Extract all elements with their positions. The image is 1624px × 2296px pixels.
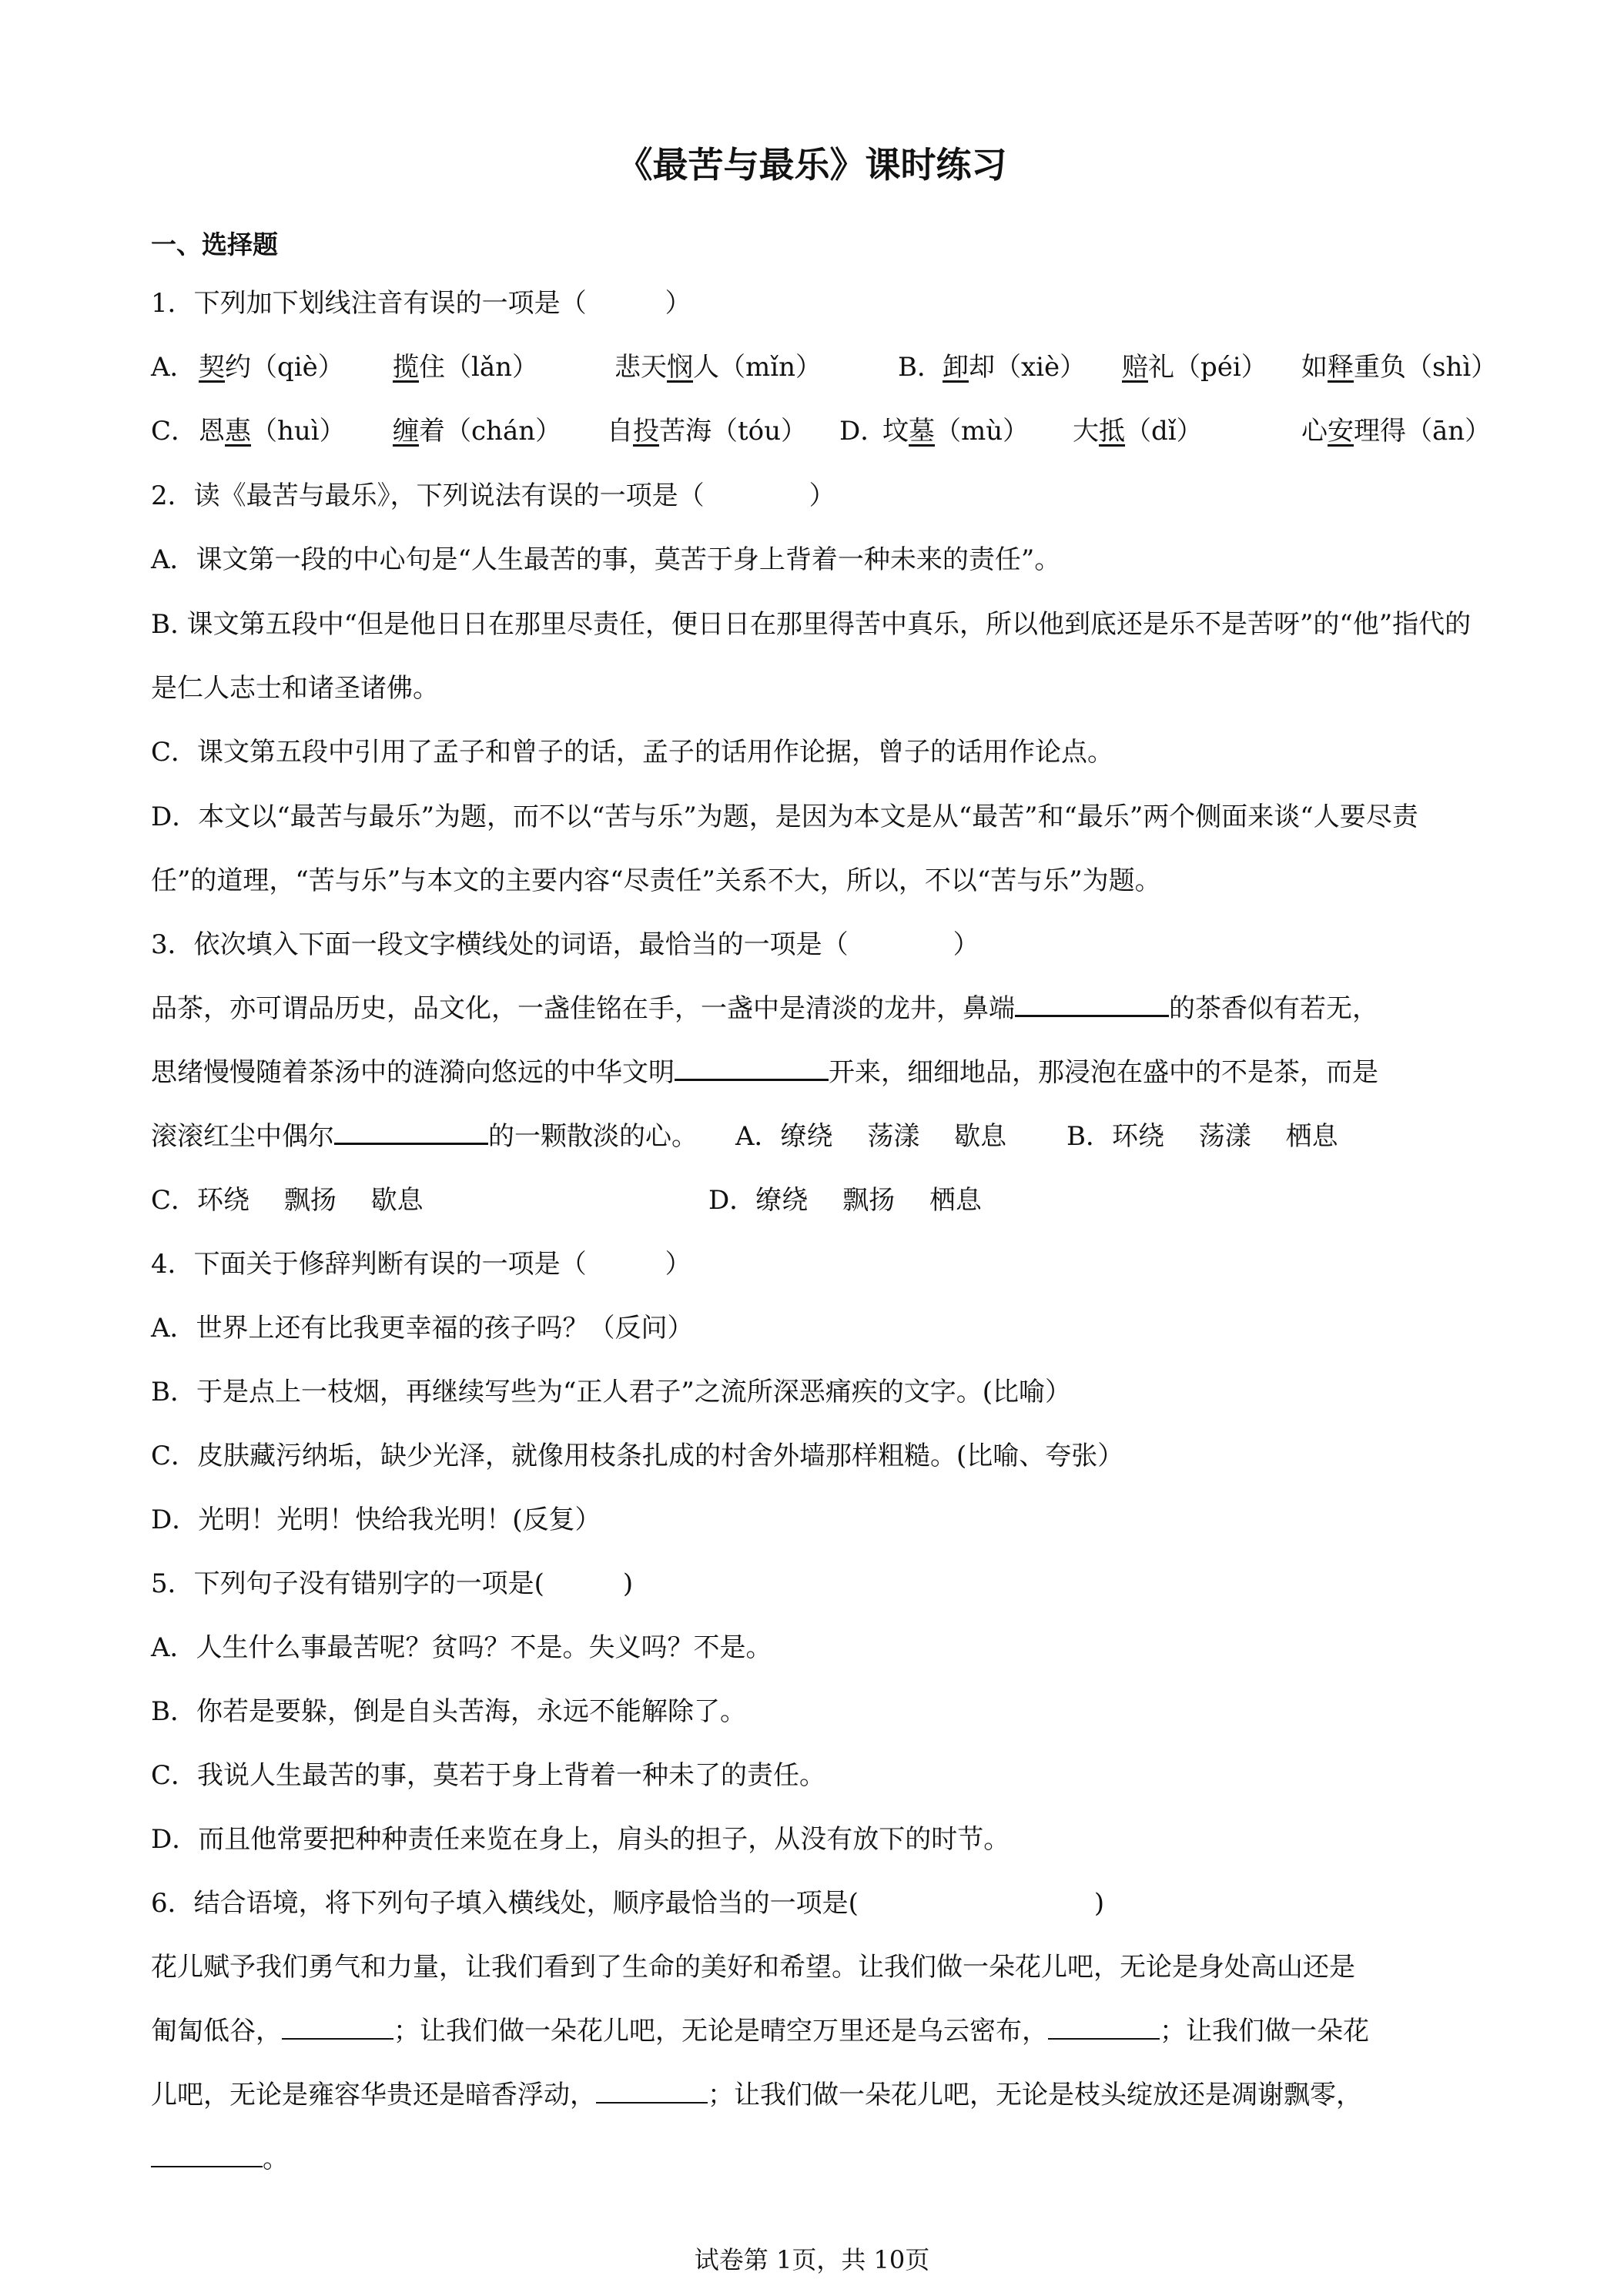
section-heading: 一、选择题: [151, 229, 278, 259]
page-footer: 试卷第 1页，共 10页: [694, 2245, 930, 2274]
q4-option-b: B．于是点上一枝烟，再继续写些为“正人君子”之流所深恶痛疾的文字。(比喻）: [151, 1377, 1072, 1407]
q1-b-item-3: 如释重负（shì）: [1301, 352, 1498, 383]
q2-option-d: D．本文以“最苦与最乐”为题，而不以“苦与乐”为题，是因为本文是从“最苦”和“最乐”两个侧面来谈“人要尽责任”的道理，“苦与乐”与本文的主要内容“尽责任”关系不大，所以，不以“苦与乐”为题。: [151, 802, 1418, 896]
q1-option-c-label: C．: [151, 416, 198, 447]
q1-d-item-1: 坟墓（mù）: [882, 416, 1030, 447]
q1-c-item-3: 自投苦海（tóu）: [607, 416, 808, 447]
q1-a-item-3: 悲天悯人（mǐn）: [614, 352, 822, 383]
q1-c-item-2: 缠着（chán）: [393, 416, 562, 447]
q6-passage-line-4: 。: [151, 2142, 289, 2176]
q3-stem: 3．依次填入下面一段文字横线处的词语，最恰当的一项是（ ）: [151, 929, 979, 960]
q5-option-a: A．人生什么事最苦呢？贫吗？不是。失义吗？不是。: [151, 1632, 772, 1663]
q3-option-b: B．环绕 荡漾 栖息: [1066, 1121, 1338, 1152]
q3-option-d: D．缭绕 飘扬 栖息: [708, 1185, 982, 1216]
q2-option-b: B. 课文第五段中“但是他日日在那里尽责任，便日日在那里得苦中真乐，所以他到底还是乐不是苦呀”的“他”指代的是仁人志士和诸圣诸佛。: [151, 609, 1472, 704]
q3-passage-line-2: 思绪慢慢随着茶汤中的涟漪向悠远的中华文明 开来，细细地品，那浸泡在盛中的不是茶，而是: [151, 1057, 1378, 1088]
q6-stem: 6．结合语境，将下列句子填入横线处，顺序最恰当的一项是( ): [151, 1888, 1105, 1919]
q6-passage-line-2: 匍匐低谷， ；让我们做一朵花儿吧，无论是晴空万里还是乌云密布， ；让我们做一朵花: [151, 2016, 1369, 2047]
q1-b-item-1: 卸却（xiè）: [943, 352, 1087, 383]
q1-option-a-label: A．: [151, 352, 196, 383]
q1-stem: 1．下列加下划线注音有误的一项是（ ）: [151, 288, 691, 319]
q3-passage-line-3: 滚滚红尘中偶尔 的一颗散淡的心。: [151, 1121, 698, 1152]
q1-d-item-3: 心安理得（ān）: [1301, 416, 1492, 447]
q6-blank-1[interactable]: [282, 2015, 393, 2040]
q6-blank-4[interactable]: [151, 2143, 263, 2167]
q1-a-item-1: 契约（qiè）: [199, 352, 344, 383]
q4-option-a: A．世界上还有比我更幸福的孩子吗？（反问）: [151, 1313, 694, 1344]
q5-option-c: C．我说人生最苦的事，莫若于身上背着一种未了的责任。: [151, 1760, 826, 1791]
q1-option-d-label: D．: [839, 416, 887, 447]
q3-passage-line-1: 品茶，亦可谓品历史，品文化，一盏佳铭在手，一盏中是清淡的龙井，鼻端 的茶香似有若无，: [151, 993, 1378, 1024]
q6-passage-line-3: 儿吧，无论是雍容华贵还是暗香浮动， ；让我们做一朵花儿吧，无论是枝头绽放还是凋谢飘零，: [151, 2080, 1362, 2110]
q1-option-b-label: B．: [898, 352, 943, 383]
q3-blank-3[interactable]: [334, 1120, 488, 1145]
q6-blank-3[interactable]: [596, 2079, 708, 2104]
q1-c-item-1: 恩惠（huì）: [199, 416, 346, 447]
q1-a-item-2: 揽住（lǎn）: [393, 352, 539, 383]
q4-option-c: C．皮肤藏污纳垢，缺少光泽，就像用枝条扎成的村舍外墙那样粗糙。(比喻、夸张）: [151, 1441, 1124, 1471]
q1-b-item-2: 赔礼（péi）: [1122, 352, 1267, 383]
q3-blank-2[interactable]: [675, 1056, 829, 1081]
q5-option-b: B．你若是要躲，倒是自头苦海，永远不能解除了。: [151, 1696, 746, 1727]
q4-stem: 4．下面关于修辞判断有误的一项是（ ）: [151, 1249, 691, 1280]
q2-stem: 2．读《最苦与最乐》，下列说法有误的一项是（ ）: [151, 480, 835, 511]
q3-option-a: A．缭绕 荡漾 歇息: [735, 1121, 1007, 1152]
q5-stem: 5．下列句子没有错别字的一项是( ): [151, 1568, 634, 1599]
q1-d-item-2: 大抵（dǐ）: [1073, 416, 1203, 447]
q6-passage-line-1: 花儿赋予我们勇气和力量，让我们看到了生命的美好和希望。让我们做一朵花儿吧，无论是身处高山还是: [151, 1952, 1355, 1983]
q2-option-c: C．课文第五段中引用了孟子和曾子的话，孟子的话用作论据，曾子的话用作论点。: [151, 737, 1114, 768]
q2-option-a: A．课文第一段的中心句是“人生最苦的事，莫苦于身上背着一种未来的责任”。: [151, 544, 1061, 575]
q3-blank-1[interactable]: [1015, 992, 1169, 1017]
page-title: 《最苦与最乐》课时练习: [617, 144, 1007, 186]
q3-option-c: C．环绕 飘扬 歇息: [151, 1185, 424, 1216]
q4-option-d: D．光明！光明！快给我光明！(反复）: [151, 1504, 601, 1535]
q5-option-d: D．而且他常要把种种责任来览在身上，肩头的担子，从没有放下的时节。: [151, 1824, 1010, 1855]
q6-blank-2[interactable]: [1048, 2015, 1160, 2040]
